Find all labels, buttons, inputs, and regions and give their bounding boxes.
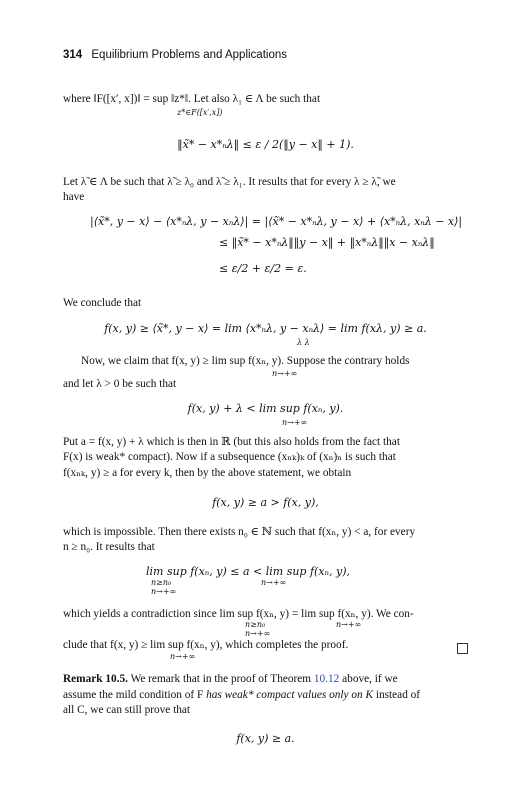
limsup-subscript: n≥n₀ <box>151 578 172 587</box>
equation-7: f(x, y) ≥ a. <box>236 732 295 745</box>
equation-3: f(x, y) ≥ ⟨x̃*, y − x⟩ = lim ⟨x*ₙλ, y − xₙλ⟩ = lim f(xλ, y) ≥ a. <box>104 322 427 335</box>
text-part: instead of <box>373 689 421 701</box>
limsup-subscript: n→+∞ <box>282 418 308 427</box>
text-line: F(x) is weak* compact). Now if a subsequence (xₙₖ)ₖ of (xₙ)ₙ is such that <box>63 451 396 463</box>
text-line: n ≥ n₀. It results that <box>63 541 155 553</box>
theorem-reference-link[interactable]: 10.12 <box>313 673 340 685</box>
text-line <box>63 688 471 702</box>
text-line: Let λ̃ ∈ Λ be such that λ̃ ≥ λ₀ and λ̃ ≥ λ₁. It results that for every λ ≥ λ̃, we <box>63 176 396 188</box>
limsup-subscript: n→+∞ <box>261 578 287 587</box>
remark-text: above, if we <box>339 673 398 685</box>
text-part: assume the mild condition of F <box>63 689 207 701</box>
text-line: Now, we claim that f(x, y) ≥ lim sup f(xₙ, y). Suppose the contrary holds <box>81 355 410 367</box>
text-line: We conclude that <box>63 297 142 309</box>
text-line: f(xₙₖ, y) ≥ a for every k, then by the above statement, we obtain <box>63 467 352 479</box>
page-number: 314 <box>63 49 83 61</box>
remark-label: Remark 10.5. <box>63 673 128 685</box>
equation-2b: ≤ ‖x̃* − x*ₙλ‖‖y − x‖ + ‖x*ₙλ‖‖x − xₙλ‖ <box>219 236 435 249</box>
text-line: have <box>63 191 85 203</box>
text-line: where ‖F([x′, x])‖ = sup ‖z*‖. Let also λ₁ ∈ Λ be such that <box>63 93 321 105</box>
limsup-subscript: n→+∞ <box>170 652 196 661</box>
running-title: Equilibrium Problems and Applications <box>91 49 287 61</box>
text-line: and let λ > 0 be such that <box>63 378 177 390</box>
equation-6: lim sup f(xₙ, y) ≤ a < lim sup f(xₙ, y), <box>146 565 350 578</box>
limsup-subscript: n→+∞ <box>272 369 298 378</box>
sup-subscript: z*∈F([x′,x]) <box>177 108 223 117</box>
running-header <box>63 49 287 61</box>
text-line: which yields a contradiction since lim sup f(xₙ, y) = lim sup f(xₙ, y). We con- <box>63 608 414 620</box>
text-line: clude that f(x, y) ≥ lim sup f(xₙ, y), which completes the proof. <box>63 639 349 651</box>
text-line: Put a = f(x, y) + λ which is then in ℝ (but this also holds from the fact that <box>63 436 400 448</box>
remark-line <box>63 672 471 686</box>
equation-5: f(x, y) ≥ a > f(x, y), <box>212 496 319 509</box>
limsup-subscript: n→+∞ <box>336 620 362 629</box>
lim-subscripts: λ λ <box>297 338 310 347</box>
text-line: all C, we can still prove that <box>63 704 191 716</box>
equation-4: f(x, y) + λ < lim sup f(xₙ, y). <box>187 402 344 415</box>
text-line: which is impossible. Then there exists n₀ ∈ ℕ such that f(xₙ, y) < a, for every <box>63 526 416 538</box>
limsup-subscript: n→+∞ <box>151 587 177 596</box>
equation-2c: ≤ ε/2 + ε/2 = ε. <box>219 262 307 275</box>
qed-symbol <box>457 643 468 654</box>
equation-1: ‖x̃* − x*ₙλ‖ ≤ ε / 2(‖y − x‖ + 1). <box>177 138 354 151</box>
italic-text: has weak* compact values only on K <box>206 689 374 701</box>
limsup-subscript: n→+∞ <box>245 629 271 638</box>
equation-2a: |⟨x̃*, y − x⟩ − ⟨x*ₙλ, y − xₙλ⟩| = |⟨x̃* − x*ₙλ, y − x⟩ + ⟨x*ₙλ, xₙλ − x⟩| <box>90 215 463 228</box>
limsup-subscript: n≥n₀ <box>245 620 266 629</box>
remark-text: We remark that in the proof of Theorem <box>127 673 314 685</box>
